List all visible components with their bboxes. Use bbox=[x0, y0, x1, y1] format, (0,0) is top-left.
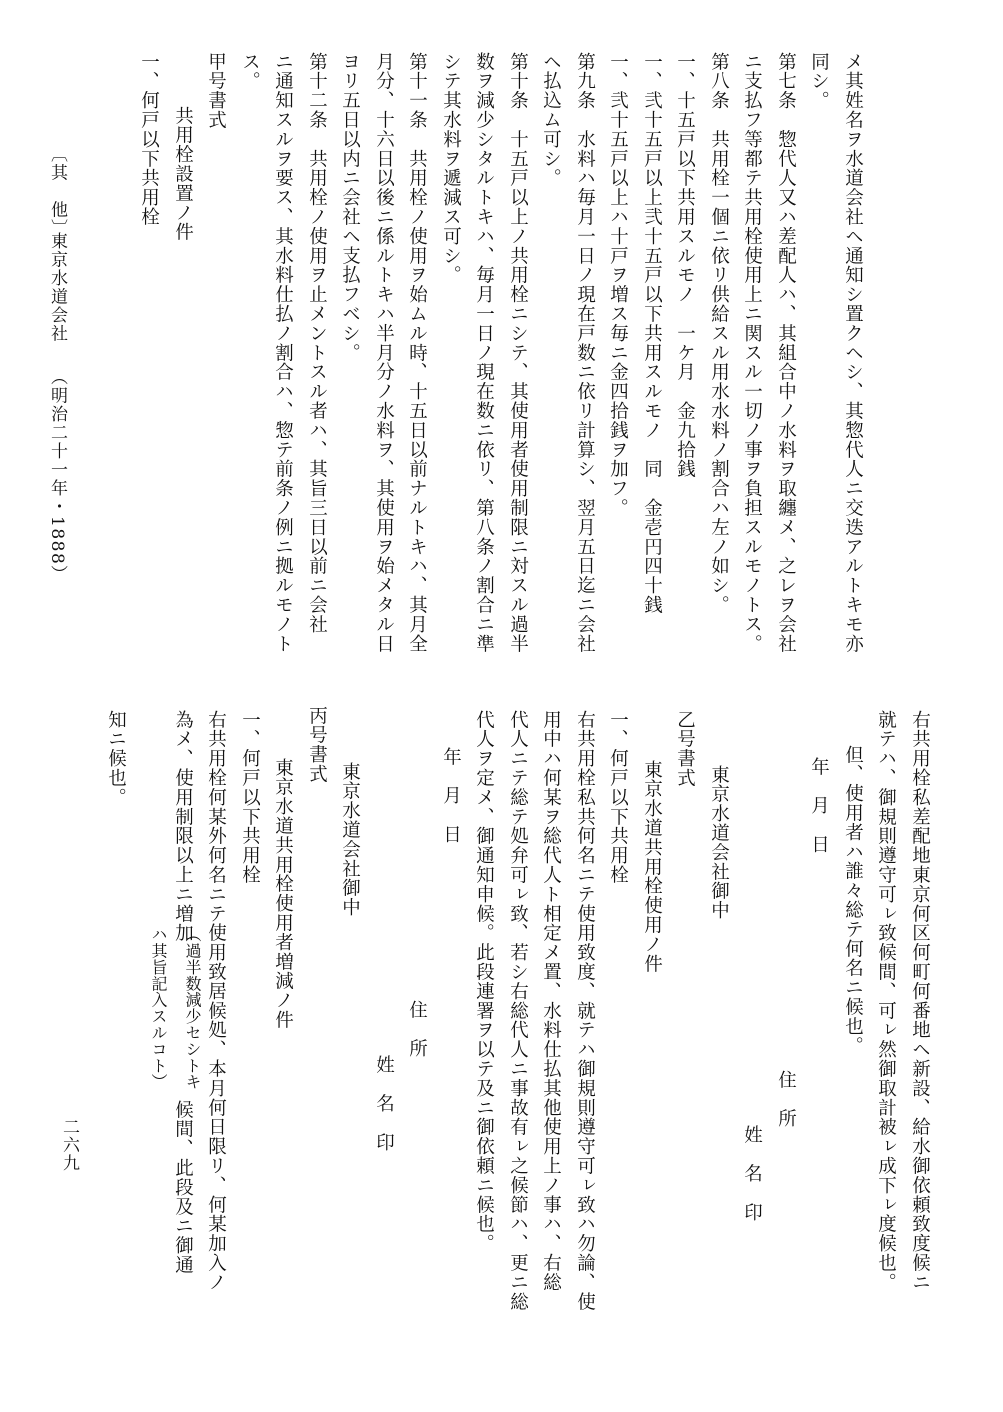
article-8-line-1: 第八条 共用栓一個ニ依リ供給スル用水水料ノ割合ハ左ノ如シ。 bbox=[708, 52, 730, 615]
article-12-line-2: ニ通知スルヲ要ス、其水料仕払ノ割合ハ、惣テ前条ノ例ニ拠ルモノト bbox=[272, 52, 294, 654]
form-c-body-line-1: 右共用栓何某外何名ニテ使用致居候処、本月何日限リ、何某加入ノ bbox=[205, 710, 227, 1292]
form-c-inline-note bbox=[166, 926, 200, 1090]
form-c-body-line-3: 知ニ候也。 bbox=[105, 710, 127, 807]
form-c-note-line-2: ハ其旨記入スルコト） bbox=[149, 926, 168, 1090]
footer-date: （明治二十一年・1888） bbox=[47, 368, 67, 584]
form-a-item: 一、何戸以下共用栓 bbox=[138, 52, 160, 227]
form-c-heading: 丙号書式 bbox=[306, 706, 328, 784]
form-c-subject: 東京水道共用栓使用者増減ノ件 bbox=[272, 758, 294, 1030]
article-10-line-1: 第十条 十五戸以上ノ共用栓ニシテ、其使用者使用制限ニ対スル過半 bbox=[507, 52, 529, 654]
tariff-item-1: 一、十五戸以下共用スルモノ 一ケ月 金九拾銭 bbox=[674, 52, 696, 479]
form-b-body-line-1: 右共用栓私共何名ニテ使用致度、就テハ御規則遵守可ㇾ致ハ勿論、使 bbox=[574, 710, 596, 1312]
form-b-body-line-2: 用中ハ何某ヲ総代人ト相定メ置、水料仕払其他使用上ノ事ハ、右総 bbox=[540, 710, 562, 1292]
footer-category-label: 〔其 他〕 bbox=[47, 145, 67, 238]
article-12-line-1: 第十二条 共用栓ノ使用ヲ止メントスル者ハ、其旨三日以前ニ会社 bbox=[306, 52, 328, 634]
form-b-body-line-4: 代人ヲ定メ、御通知申候。此段連署ヲ以テ及ニ御依頼ニ候也。 bbox=[473, 710, 495, 1254]
request-line-1: 右共用栓私差配地東京何区何町何番地ヘ新設、給水御依頼致度候ニ bbox=[909, 710, 931, 1292]
address-label: 住 所 bbox=[775, 1070, 797, 1129]
form-b-date-label: 年 月 日 bbox=[440, 747, 462, 844]
form-c-item: 一、何戸以下共用栓 bbox=[239, 710, 261, 885]
tariff-item-3: 一、弐十五戸以上ハ十戸ヲ増ス毎ニ金四拾銭ヲ加フ。 bbox=[607, 52, 629, 518]
article-11-line-1: 第十一条 共用栓ノ使用ヲ始ムル時、十五日以前ナルトキハ、其月全 bbox=[406, 52, 428, 654]
tariff-item-2: 一、弐十五戸以上弐十五戸以下共用スルモノ 同 金壱円四十銭 bbox=[641, 52, 663, 615]
footer-organization: 東京水道会社 bbox=[47, 232, 67, 343]
name-seal-label: 姓 名 印 bbox=[741, 1125, 763, 1222]
form-b-name-seal-1: 姓 名 印 bbox=[373, 1055, 395, 1152]
addressee: 東京水道会社御中 bbox=[708, 765, 730, 921]
article-10-line-3: シテ其水料ヲ遞減ス可シ。 bbox=[440, 52, 462, 285]
form-b-subject: 東京水道共用栓使用ノ件 bbox=[641, 760, 663, 974]
form-c-body-line-2a: 為メ、使用制限以上ニ増加 bbox=[172, 710, 194, 943]
article-7-line-2: ニ支払フ等都テ共用栓使用上ニ関スル一切ノ事ヲ負担スルモノトス。 bbox=[741, 52, 763, 654]
form-a-subject: 共用栓設置ノ件 bbox=[172, 106, 194, 242]
page-number: 二六九 bbox=[59, 1118, 79, 1172]
text-column: メ其姓名ヲ水道会社ヘ通知シ置クヘシ、其惣代人ニ交迭アルトキモ亦 bbox=[842, 52, 864, 654]
article-11-line-3: ヨリ五日以内ニ会社ヘ支払フベシ。 bbox=[339, 52, 361, 363]
article-10-line-2: 数ヲ減少シタルトキハ、毎月一日ノ現在数ニ依リ、第八条ノ割合ニ準 bbox=[473, 52, 495, 654]
form-b-address-label-1: 住 所 bbox=[406, 1000, 428, 1059]
form-b-heading: 乙号書式 bbox=[674, 710, 696, 788]
article-11-line-2: 月分、十六日以後ニ係ルトキハ半月分ノ水料ヲ、其使用ヲ始メタル日 bbox=[373, 52, 395, 654]
article-9-line-2: ヘ払込ム可シ。 bbox=[540, 52, 562, 188]
form-c-body-line-2b: 候間、此段及ニ御通 bbox=[172, 1100, 194, 1275]
date-label: 年 月 日 bbox=[808, 757, 830, 854]
article-9-line-1: 第九条 水料ハ毎月一日ノ現在戸数ニ依リ計算シ、翌月五日迄ニ会社 bbox=[574, 52, 596, 654]
form-a-heading: 甲号書式 bbox=[205, 52, 227, 130]
article-12-line-3: ス。 bbox=[239, 52, 261, 91]
request-proviso: 但、使用者ハ誰々総テ何名ニ候也。 bbox=[842, 745, 864, 1056]
text-column: 同シ。 bbox=[808, 52, 830, 111]
article-7-line-1: 第七条 惣代人又ハ差配人ハ、其組合中ノ水料ヲ取纏メ、之レヲ会社 bbox=[775, 52, 797, 654]
form-b-addressee: 東京水道会社御中 bbox=[339, 762, 361, 918]
request-line-2: 就テハ、御規則遵守可ㇾ致候間、可ㇾ然御取計被ㇾ成下ㇾ度候也。 bbox=[875, 710, 897, 1292]
form-c-note-line-1: （過半数減少セシトキ bbox=[183, 926, 202, 1090]
form-b-item: 一、何戸以下共用栓 bbox=[607, 710, 629, 885]
form-b-body-line-3: 代人ニテ総テ処弁可ㇾ致、若シ右総代人ニ事故有ㇾ之候節ハ、更ニ総 bbox=[507, 710, 529, 1312]
